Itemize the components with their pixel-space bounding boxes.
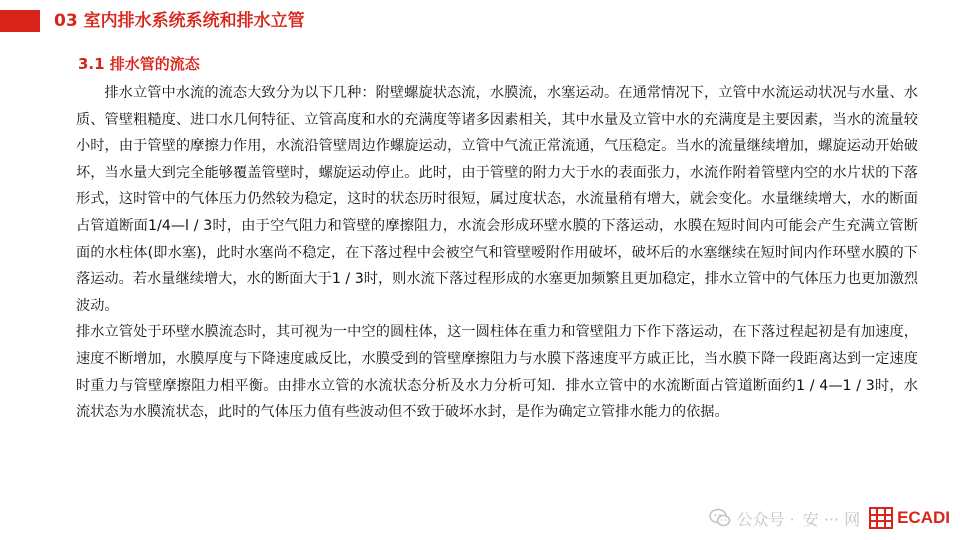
section-heading: 3.1 排水管的流态 bbox=[78, 55, 200, 73]
paragraph-2: 排水立管处于环壁水膜流态时，其可视为一中空的圆柱体，这一圆柱体在重力和管壁阻力下作下落运动，在下落过程起初是有加速度，速度不断增加，水膜厚度与下降速度戚反比，水膜受到的管壁摩擦阻力与水膜下落速度平方戚正比，当水膜下降一段距离达到一定速度时重力与管壁摩擦阻力相平衡。由排水立管的水流状态分析及水力分析可知．排水立管中的水流断面占管道断面约1 / 4—1 / 3时，水流状态为水膜流状态，此时的气体压力值有些波动但不致于破坏水封，是作为确定立管排水能力的依据。 bbox=[76, 324, 918, 421]
body-text bbox=[76, 80, 918, 426]
header-accent-bar bbox=[0, 10, 40, 32]
page-title: 03 室内排水系统系统和排水立管 bbox=[54, 11, 305, 31]
wechat-icon bbox=[708, 506, 732, 530]
watermark-text-right: 安 ··· 网 bbox=[802, 509, 861, 529]
watermark bbox=[708, 504, 950, 532]
ecadi-logo-icon bbox=[868, 505, 894, 531]
watermark-text-left: 公众号 · bbox=[736, 509, 795, 529]
paragraph-1: 排水立管中水流的流态大致分为以下几种：附壁螺旋状态流，水膜流，水塞运动。在通常情况下，立管中水流运动状况与水量、水质、管壁粗糙度、进口水几何特征、立管高度和水的充满度等诸多因素相关，其中水量及立管中水的充满度是主要因素，当水的流量较小时，由于管壁的摩擦力作用，水流沿管壁周边作螺旋运动，立管中气流正常流通，气压稳定。当水的流量继续增加，螺旋运动开始破坏，当水量大到完全能够覆盖管壁时，螺旋运动停止。此时，由于管壁的附力大于水的表面张力，水流作附着管壁内空的水片状的下落形式，这时管中的气体压力仍然较为稳定，这时的状态历时很短，属过度状态，水流量稍有增大，就会变化。水量继续增大，水的断面占管道断面1/4—l / 3时，由于空气阻力和管壁的摩擦阻力，水流会形成环壁水膜的下落运动，水膜在短时间内可能会产生充满立管断面的水柱体(即水塞)，此时水塞尚不稳定，在下落过程中会被空气和管壁嗳附作用破坏，破坏后的水塞继续在短时间内作环壁水膜的下落运动。若水量继续增大，水的断面大于1 / 3时，则水流下落过程形成的水塞更加频繁且更加稳定，排水立管中的气体压力也更加激烈波动。 bbox=[76, 85, 918, 314]
ecadi-logo-text: ECADI bbox=[897, 508, 950, 527]
